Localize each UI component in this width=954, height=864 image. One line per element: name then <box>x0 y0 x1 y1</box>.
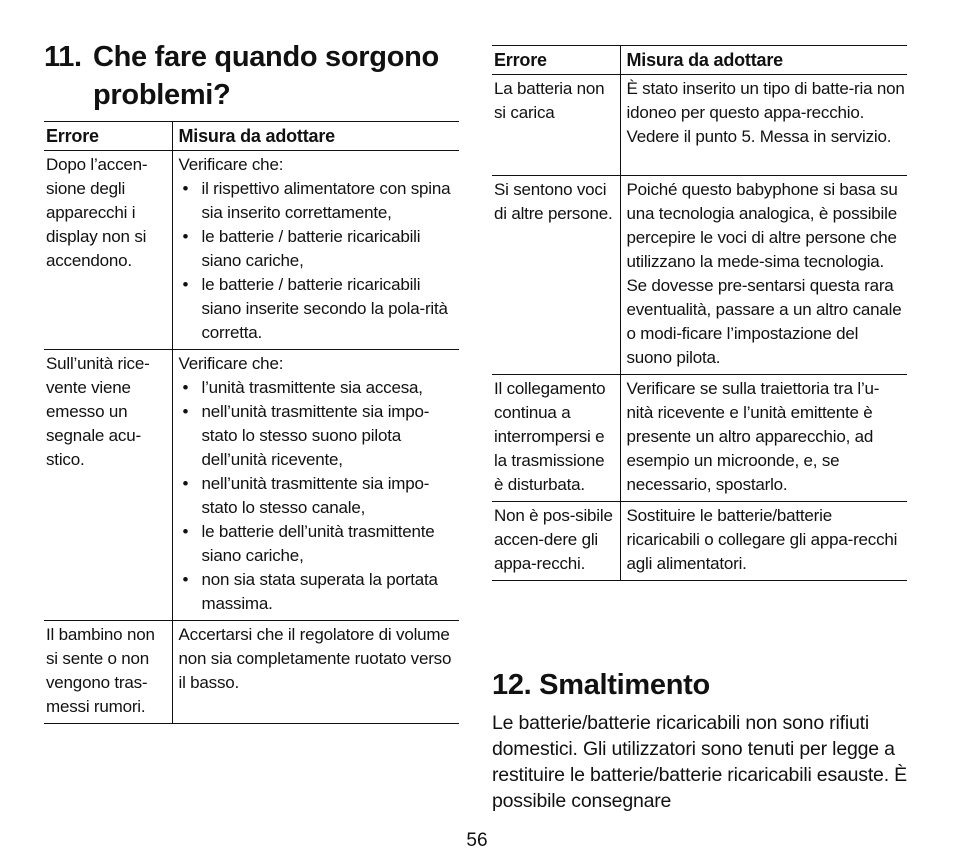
action-lead: Verificare che: <box>178 354 284 373</box>
bullet-item: • le batterie / batterie ricaricabili siano cariche, <box>179 225 458 273</box>
action-text: È stato inserito un tipo di batte-ria non idoneo per questo appa-recchio. <box>626 79 905 122</box>
table-row <box>492 75 907 176</box>
error-cell: Non è pos-sibile accen-dere gli appa-recchi. <box>492 502 620 581</box>
error-cell: La batteria non si carica <box>492 75 620 176</box>
bullet-item: • il rispettivo alimentatore con spina sia inserito correttamente, <box>179 177 458 225</box>
action-lead: Verificare che: <box>178 155 284 174</box>
header-error: Errore <box>492 46 620 75</box>
bullet-item: • nell’unità trasmittente sia impo-stato lo stesso suono pilota dell’unità ricevente, <box>179 400 458 472</box>
error-cell: Il bambino non si sente o non vengono tras-messi rumori. <box>44 621 172 724</box>
action-cell: Verificare se sulla traiettoria tra l’u-nità ricevente e l’unità emittente è presente un altro apparecchio, ad esempio un microonde, e, se necessario, spostarlo. <box>620 375 907 502</box>
table-row <box>44 621 459 724</box>
page-number: 56 <box>466 830 488 851</box>
table-header-row <box>492 46 907 75</box>
header-action: Misura da adottare <box>620 46 907 75</box>
table-row <box>492 176 907 375</box>
header-action: Misura da adottare <box>172 122 459 151</box>
bullet-item: • non sia stata superata la portata massima. <box>179 568 458 616</box>
bullet-item: • le batterie / batterie ricaricabili siano inserite secondo la pola-rità corretta. <box>179 273 458 345</box>
action-cell <box>172 151 459 350</box>
action-reference: Vedere il punto 5. Messa in servizio. <box>626 127 892 146</box>
troubleshooting-table-left <box>44 121 459 724</box>
section-11-heading <box>44 38 474 114</box>
section-11-title-line1: Che fare quando sorgono <box>93 41 439 73</box>
action-cell: Poiché questo babyphone si basa su una tecnologia analogica, è possibile percepire le voci di altre persone che utilizzano la mede-sima tecnologia. Se dovesse pre-sentarsi questa rara eventualità, passare a un altro canale o modi-ficare l’impostazione del suono pilota. <box>620 176 907 375</box>
section-11-title-line2: problemi? <box>93 79 231 111</box>
table-row <box>492 502 907 581</box>
section-12-heading: 12. Smaltimento <box>492 669 710 701</box>
action-bullet-list <box>179 177 458 345</box>
bullet-item: • le batterie dell’unità trasmittente siano cariche, <box>179 520 458 568</box>
table-row <box>44 350 459 621</box>
table-header-row <box>44 122 459 151</box>
action-bullet-list <box>179 376 458 616</box>
table-row <box>492 375 907 502</box>
action-cell <box>172 350 459 621</box>
action-cell: Sostituire le batterie/batterie ricaricabili o collegare gli appa-recchi agli alimentatori. <box>620 502 907 581</box>
action-cell <box>620 75 907 176</box>
bullet-item: • nell’unità trasmittente sia impo-stato lo stesso canale, <box>179 472 458 520</box>
error-cell: Il collegamento continua a interrompersi e la trasmissione è disturbata. <box>492 375 620 502</box>
header-error: Errore <box>44 122 172 151</box>
error-cell: Dopo l’accen-sione degli apparecchi i display non si accendono. <box>44 151 172 350</box>
table-row <box>44 151 459 350</box>
bullet-item: • l’unità trasmittente sia accesa, <box>179 376 458 400</box>
troubleshooting-table-right <box>492 45 907 581</box>
action-cell: Accertarsi che il regolatore di volume non sia completamente ruotato verso il basso. <box>172 621 459 724</box>
error-cell: Sull’unità rice-vente viene emesso un segnale acu-stico. <box>44 350 172 621</box>
section-12-paragraph: Le batterie/batterie ricaricabili non sono rifiuti domestici. Gli utilizzatori sono tenuti per legge a restituire le batterie/batterie ricaricabili esauste. È possibile consegnare <box>492 712 907 812</box>
error-cell: Si sentono voci di altre persone. <box>492 176 620 375</box>
section-11-number: 11. <box>44 41 82 73</box>
